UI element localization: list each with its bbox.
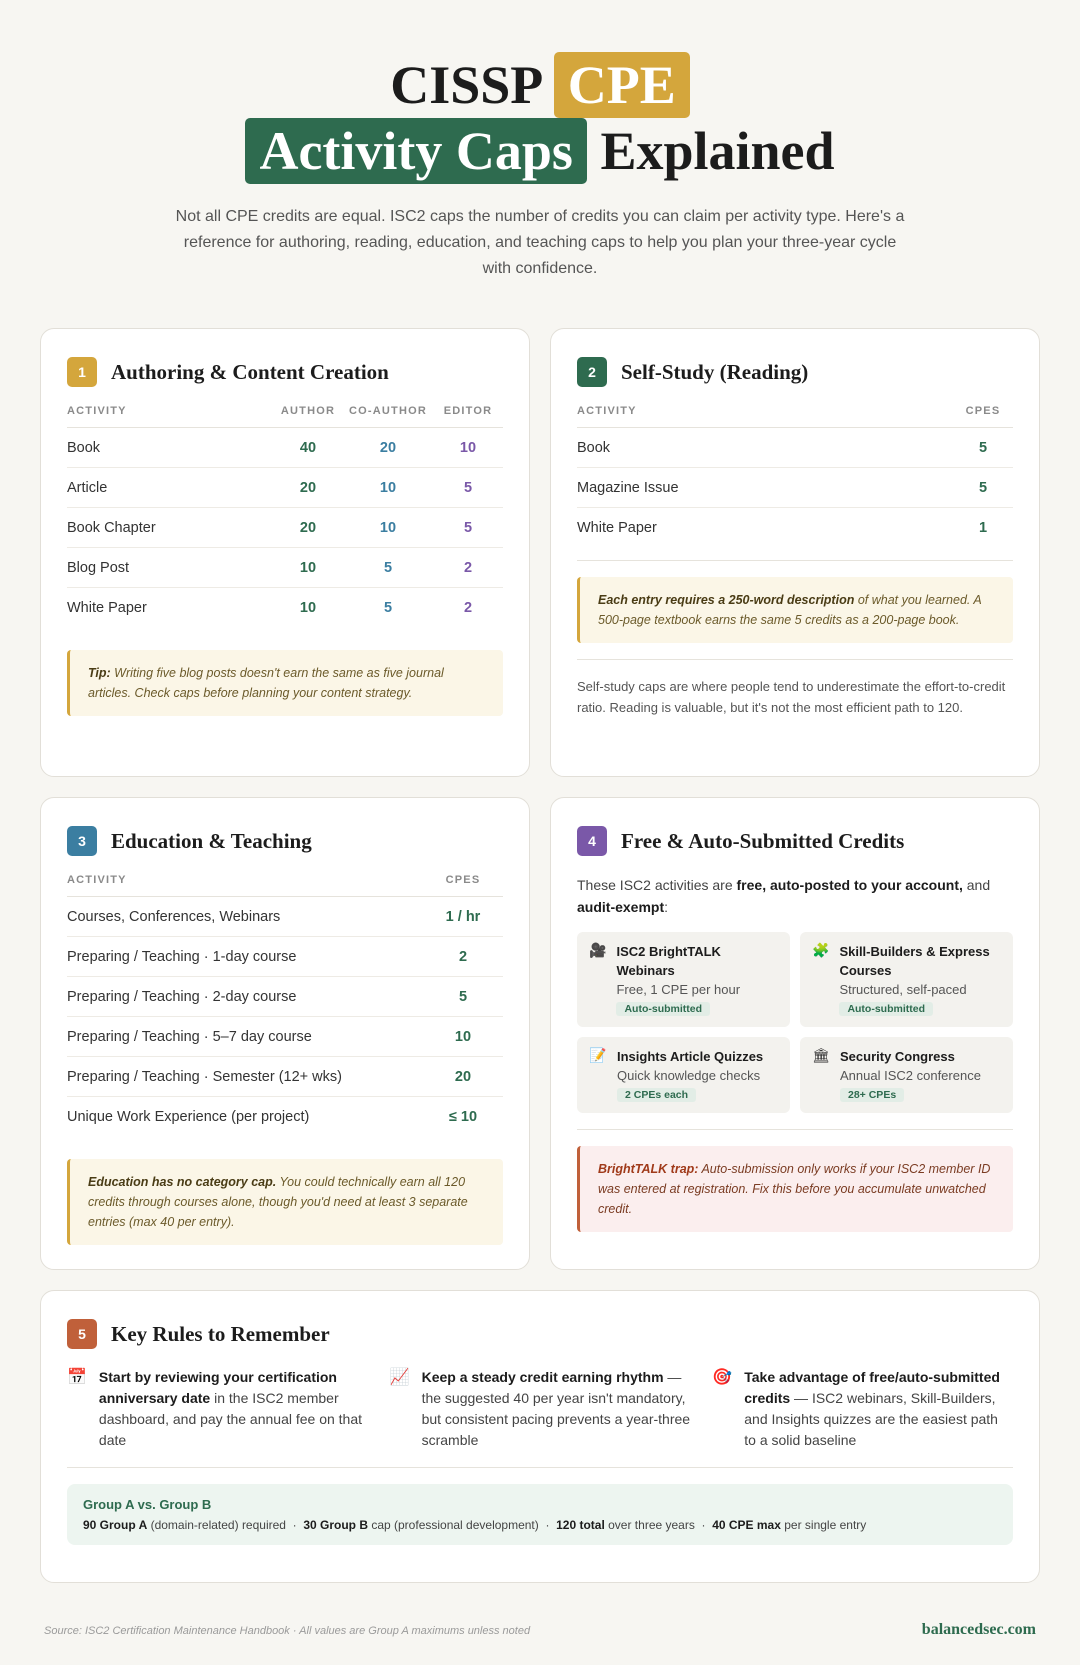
table-row: [67, 1017, 503, 1057]
education-title: Education & Teaching: [111, 828, 312, 853]
table-row: [67, 897, 503, 937]
tile-brighttalk: [577, 932, 790, 1027]
title-highlight-cpe: CPE: [554, 52, 690, 118]
activity-cell: White Paper: [67, 599, 147, 616]
puzzle-icon: 🧩: [812, 942, 830, 958]
group-title: Group A vs. Group B: [83, 1497, 212, 1512]
activity-cell: Preparing / Teaching · 1-day course: [67, 937, 423, 977]
rule-item: 📅 Start by reviewing your certification anniversary date in the ISC2 member dashboard, and pay the annual fee on that date: [67, 1367, 368, 1451]
tile-skill-builders: [800, 932, 1013, 1027]
co-author-cell: 10: [343, 508, 433, 548]
title-part-2: Explained: [600, 121, 835, 181]
cpes-cell: 5: [423, 977, 503, 1017]
status-badge: Auto-submitted: [616, 1002, 710, 1016]
authoring-title: Authoring & Content Creation: [111, 359, 389, 384]
activity-cell: Book: [67, 428, 273, 468]
table-row: [67, 508, 503, 548]
tile-desc: Quick knowledge checks: [617, 1068, 761, 1083]
tile-desc: Free, 1 CPE per hour: [616, 982, 741, 997]
col-cpes: CPES: [423, 874, 503, 897]
education-card: [40, 797, 530, 1270]
activity-cell: Preparing / Teaching · 5–7 day course: [67, 1017, 423, 1057]
tile-name: Insights Article Quizzes: [617, 1049, 764, 1064]
warning-bold: BrightTALK trap:: [598, 1162, 699, 1176]
editor-cell: 10: [433, 428, 503, 468]
tile-security-congress: [800, 1037, 1013, 1113]
status-badge: 28+ CPEs: [840, 1088, 904, 1102]
group-text: 90 Group A (domain-related) required · 30 Group B cap (professional development) · 120 total over three years · 40 CPE max per single entry: [83, 1518, 867, 1532]
author-cell: 10: [299, 599, 317, 616]
co-author-cell: 5: [383, 599, 393, 616]
rule-item: 📈 Keep a steady credit earning rhythm — the suggested 40 per year isn't mandatory, but consistent pacing prevents a year-three scramble: [390, 1367, 691, 1451]
cpes-cell: ≤ 10: [448, 1108, 478, 1125]
note-text: You could technically earn all 120 credits through courses alone, though you'd need at least 3 separate entries (max 40 per entry).: [88, 1174, 468, 1229]
tile-desc: Annual ISC2 conference: [840, 1068, 981, 1083]
tile-name: ISC2 BrightTALK Webinars: [616, 944, 721, 978]
memo-icon: 📝: [589, 1047, 607, 1063]
activity-cell: Preparing / Teaching · Semester (12+ wks): [67, 1057, 423, 1097]
self-study-note: [577, 577, 1013, 643]
col-author: AUTHOR: [273, 405, 343, 428]
self-study-title: Self-Study (Reading): [621, 359, 809, 384]
col-activity: ACTIVITY: [67, 874, 423, 897]
brighttalk-warning: [577, 1146, 1013, 1232]
rules-list: [67, 1367, 1013, 1451]
target-icon: 🎯: [712, 1369, 733, 1386]
status-badge: 2 CPEs each: [617, 1088, 696, 1102]
table-row: [67, 428, 503, 468]
cpes-cell: 5: [953, 428, 1013, 468]
table-row: [577, 468, 1013, 508]
activity-cell: Magazine Issue: [577, 468, 953, 508]
source-note: Source: ISC2 Certification Maintenance Handbook · All values are Group A maximums unless noted: [44, 1625, 531, 1637]
col-activity: ACTIVITY: [577, 405, 953, 428]
key-rules-card: [40, 1290, 1040, 1583]
video-camera-icon: 🎥: [589, 942, 607, 958]
section-number-1: 1: [67, 357, 97, 387]
authoring-card: [40, 328, 530, 777]
title-line-2: [0, 118, 1080, 184]
key-rules-title: Key Rules to Remember: [111, 1321, 330, 1346]
tip-label: Tip:: [88, 665, 111, 680]
group-a-vs-b: [67, 1484, 1013, 1545]
self-study-card: [550, 328, 1040, 777]
free-credits-card: [550, 797, 1040, 1270]
table-row: [67, 1057, 503, 1097]
col-cpes: CPES: [953, 405, 1013, 428]
activity-cell: Unique Work Experience (per project): [67, 1108, 310, 1125]
editor-cell: 5: [433, 468, 503, 508]
free-intro: These ISC2 activities are free, auto-posted to your account, and audit-exempt:: [577, 877, 991, 915]
table-row: [577, 428, 1013, 468]
activity-cell: Book Chapter: [67, 508, 273, 548]
tile-insights-quizzes: [577, 1037, 790, 1113]
editor-cell: 2: [463, 599, 473, 616]
note-text: of what you learned. A 500-page textbook earns the same 5 credits as a 200-page book.: [598, 592, 982, 627]
table-row: [67, 977, 503, 1017]
tile-desc: Structured, self-paced: [839, 982, 967, 997]
self-study-paragraph: Self-study caps are where people tend to underestimate the effort-to-credit ratio. Reading is valuable, but it's not the most efficient path to 120.: [577, 678, 1006, 715]
table-row: [67, 1097, 503, 1137]
section-number-2: 2: [577, 357, 607, 387]
author-cell: 20: [273, 468, 343, 508]
free-credits-title: Free & Auto-Submitted Credits: [621, 828, 905, 853]
tip-text: Writing five blog posts doesn't earn the same as five journal articles. Check caps before planning your content strategy.: [88, 665, 444, 700]
title-part-1: CISSP: [390, 55, 541, 115]
col-editor: EDITOR: [433, 405, 503, 428]
activity-cell: Article: [67, 468, 273, 508]
section-number-4: 4: [577, 826, 607, 856]
author-cell: 20: [273, 508, 343, 548]
calendar-icon: 📅: [67, 1369, 87, 1386]
education-table: [67, 874, 503, 1137]
education-note: [67, 1159, 503, 1245]
editor-cell: 5: [433, 508, 503, 548]
cpes-cell: 10: [423, 1017, 503, 1057]
activity-cell: Book: [577, 428, 953, 468]
divider: [577, 560, 1013, 561]
chart-up-icon: 📈: [389, 1369, 410, 1386]
table-row: [67, 588, 503, 628]
title-highlight-activity-caps: Activity Caps: [245, 118, 586, 184]
table-row: [577, 508, 1013, 548]
divider: [67, 1467, 1013, 1468]
cpes-cell: 20: [423, 1057, 503, 1097]
co-author-cell: 5: [343, 548, 433, 588]
header: [0, 52, 1080, 282]
brand-link[interactable]: balancedsec.com: [921, 1621, 1036, 1638]
activity-cell: White Paper: [577, 519, 657, 536]
col-co-author: CO-AUTHOR: [343, 405, 433, 428]
cpes-cell: 2: [423, 937, 503, 977]
section-number-5: 5: [67, 1319, 97, 1349]
cpes-cell: 1 / hr: [423, 897, 503, 937]
title-line-1: [0, 52, 1080, 118]
note-bold: Each entry requires a 250-word description: [598, 592, 855, 607]
editor-cell: 2: [433, 548, 503, 588]
activity-cell: Preparing / Teaching · 2-day course: [67, 977, 423, 1017]
self-study-table: [577, 405, 1013, 548]
activity-cell: Courses, Conferences, Webinars: [67, 897, 423, 937]
table-row: [67, 468, 503, 508]
free-tiles: [577, 932, 1013, 1113]
co-author-cell: 10: [343, 468, 433, 508]
rule-item: 🎯 Take advantage of free/auto-submitted credits — ISC2 webinars, Skill-Builders, and Insights quizzes are the easiest path to a solid baseline: [712, 1367, 1013, 1451]
tile-name: Skill-Builders & Express Courses: [839, 944, 990, 978]
table-row: [67, 548, 503, 588]
divider: [577, 659, 1013, 660]
cpes-cell: 1: [978, 519, 988, 536]
tile-name: Security Congress: [840, 1049, 955, 1064]
activity-cell: Blog Post: [67, 548, 273, 588]
cpes-cell: 5: [953, 468, 1013, 508]
intro-text: Not all CPE credits are equal. ISC2 caps the number of credits you can claim per activity type. Here's a reference for authoring, reading, education, and teaching caps to help you plan your three-year cycle with confidence.: [175, 208, 905, 277]
status-badge: Auto-submitted: [839, 1002, 933, 1016]
authoring-tip: [67, 650, 503, 716]
co-author-cell: 20: [343, 428, 433, 468]
building-icon: 🏛: [812, 1047, 830, 1063]
authoring-table: [67, 405, 503, 628]
section-number-3: 3: [67, 826, 97, 856]
divider: [577, 1129, 1013, 1130]
warning-text: Auto-submission only works if your ISC2 member ID was entered at registration. Fix this before you accumulate unwatched credit.: [598, 1162, 991, 1216]
author-cell: 40: [273, 428, 343, 468]
note-bold: Education has no category cap.: [88, 1174, 277, 1189]
col-activity: ACTIVITY: [67, 405, 273, 428]
table-row: [67, 937, 503, 977]
author-cell: 10: [273, 548, 343, 588]
